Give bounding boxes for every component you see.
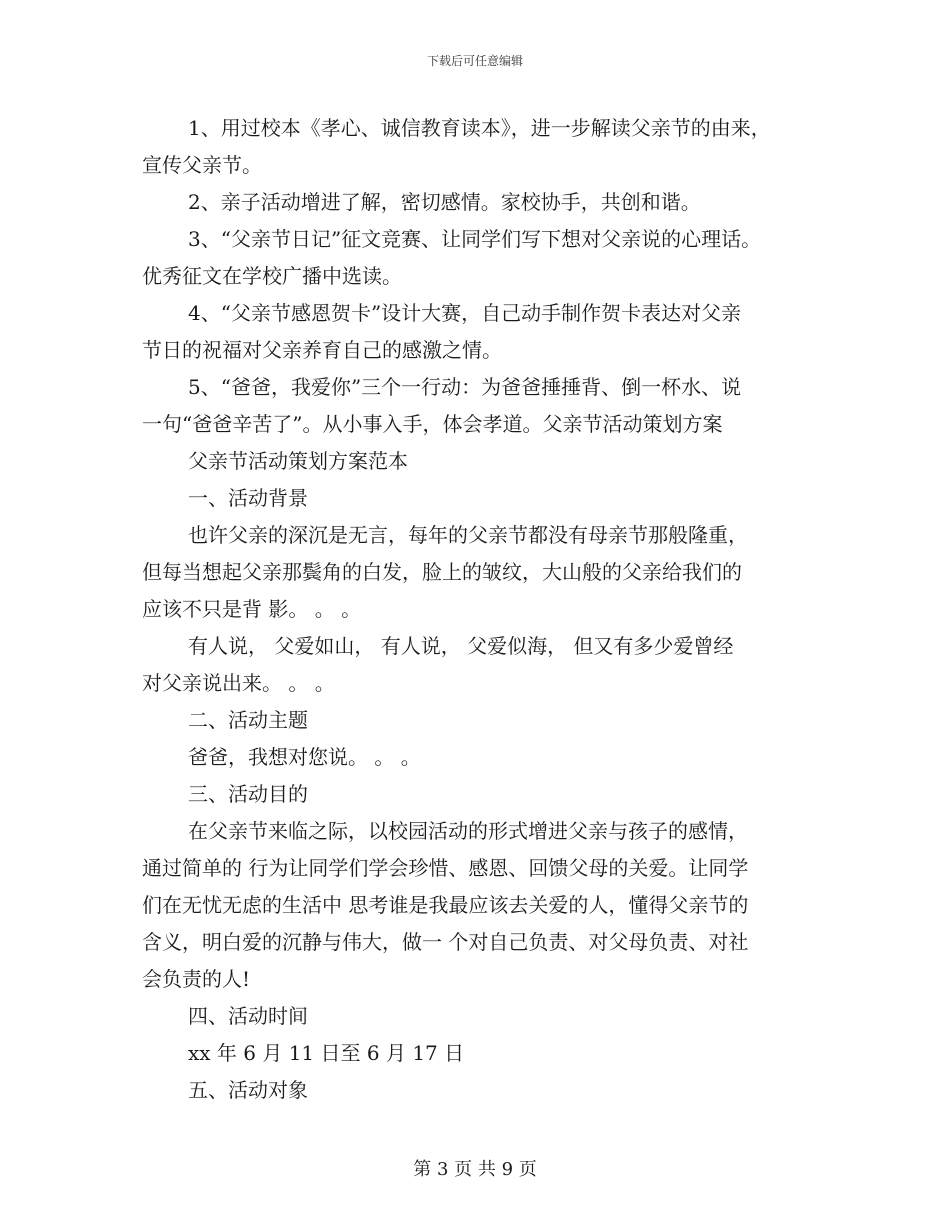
text-line: 们在无忧无虑的生活中 思考谁是我最应该去关爱的人，懂得父亲节的 [142,893,749,917]
text-line: 优秀征文在学校广播中选读。 [142,264,402,288]
text-line: 父亲节活动策划方案范本 [188,449,408,473]
page-header: 下载后可任意编辑 [426,54,523,68]
text-line: 宣传父亲节。 [142,153,262,177]
text-line: 一句“爸爸辛苦了”。从小事入手，体会孝道。父亲节活动策划方案 [142,412,723,436]
text-line: 但每当想起父亲那鬓角的白发，脸上的皱纹，大山般的父亲给我们的 [142,560,742,584]
text-line: 有人说， 父爱如山， 有人说， 父爱似海， 但又有多少爱曾经 [188,634,734,658]
text-line: 二、活动主题 [188,708,308,732]
page-footer: 第 3 页 共 9 页 [413,1159,537,1180]
text-line: 4、“父亲节感恩贺卡”设计大赛，自己动手制作贺卡表达对父亲 [188,301,742,325]
text-line: 1、用过校本《孝心、诚信教育读本》，进一步解读父亲节的由来， [188,116,771,140]
text-line: xx 年 6 月 11 日至 6 月 17 日 [188,1041,465,1065]
text-line: 四、活动时间 [188,1004,308,1028]
text-line: 对父亲说出来。 。 。 [142,671,335,695]
text-line: 3、“父亲节日记”征文竞赛、让同学们写下想对父亲说的心理话。 [188,227,762,251]
text-line: 节日的祝福对父亲养育自己的感激之情。 [142,338,502,362]
text-line: 含义，明白爱的沉静与伟大，做一 个对自己负责、对父母负责、对社 [142,930,749,954]
text-line: 一、活动背景 [188,486,308,510]
text-line: 五、活动对象 [188,1078,308,1102]
text-line: 在父亲节来临之际，以校园活动的形式增进父亲与孩子的感情， [188,819,748,843]
text-line: 三、活动目的 [188,782,308,806]
text-line: 5、“爸爸，我爱你”三个一行动：为爸爸捶捶背、倒一杯水、说 [188,375,742,399]
text-line: 应该不只是背 影。 。 。 [142,597,362,621]
text-line: 会负责的人! [142,967,251,991]
text-line: 也许父亲的深沉是无言，每年的父亲节都没有母亲节那般隆重， [188,523,748,547]
text-line: 2、亲子活动增进了解，密切感情。家校协手，共创和谐。 [188,190,701,214]
document-body [142,110,812,1109]
text-line: 爸爸，我想对您说。 。 。 [188,745,421,769]
text-line: 通过简单的 行为让同学们学会珍惜、感恩、回馈父母的关爱。让同学 [142,856,749,880]
